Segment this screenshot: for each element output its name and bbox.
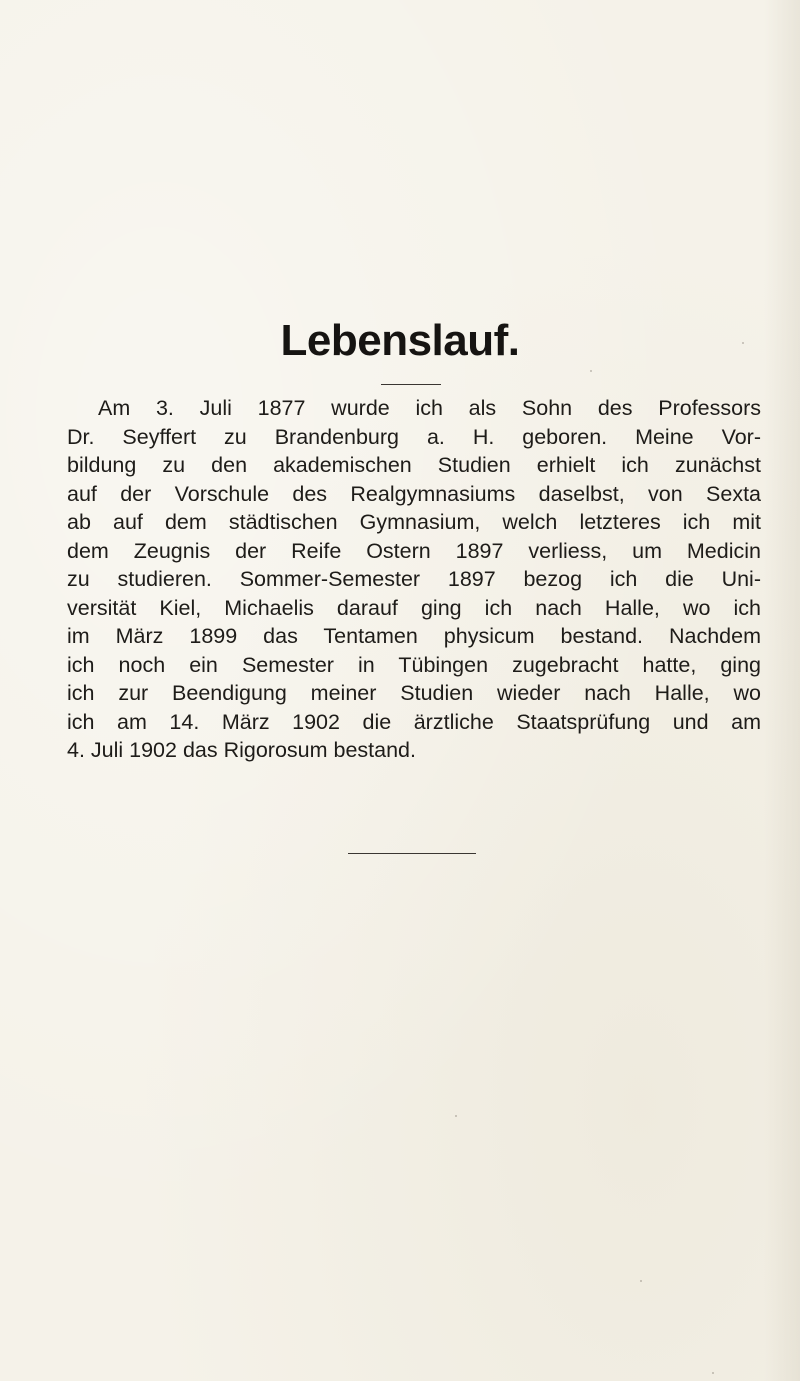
paragraph-line: bildung zu den akademischen Studien erhielt ich zunächst [67, 453, 761, 477]
title-divider [381, 384, 441, 385]
paper-speck [712, 1372, 714, 1374]
paper-speck [640, 1280, 642, 1282]
paragraph-line: ich zur Beendigung meiner Studien wieder nach Halle, wo [67, 681, 761, 705]
paragraph-line: ab auf dem städtischen Gymnasium, welch letzteres ich mit [67, 510, 761, 534]
paragraph-line: auf der Vorschule des Realgymnasiums daselbst, von Sexta [67, 481, 761, 506]
paragraph-line: Dr. Seyffert zu Brandenburg a. H. geboren. Meine Vor- [67, 424, 761, 449]
paragraph-line: versität Kiel, Michaelis darauf ging ich nach Halle, wo ich [67, 595, 761, 620]
document-title: Lebenslauf. [280, 316, 520, 365]
paragraph-line: im März 1899 das Tentamen physicum bestand. Nachdem [67, 624, 761, 648]
biography-paragraph [67, 394, 761, 765]
paper-speck [590, 370, 592, 372]
page-edge-shadow [764, 0, 800, 1381]
paragraph-line: zu studieren. Sommer-Semester 1897 bezog ich die Uni- [67, 567, 761, 591]
paragraph-line: ich am 14. März 1902 die ärztliche Staatsprüfung und am [67, 709, 761, 734]
closing-divider [348, 853, 476, 854]
paragraph-line: Am 3. Juli 1877 wurde ich als Sohn des Professors [98, 396, 761, 420]
paper-speck [742, 342, 744, 344]
paragraph-line: ich noch ein Semester in Tübingen zugebracht hatte, ging [67, 652, 761, 677]
paragraph-line: 4. Juli 1902 das Rigorosum bestand. [67, 738, 416, 762]
paragraph-line: dem Zeugnis der Reife Ostern 1897 verliess, um Medicin [67, 538, 761, 563]
paper-speck [455, 1115, 457, 1117]
